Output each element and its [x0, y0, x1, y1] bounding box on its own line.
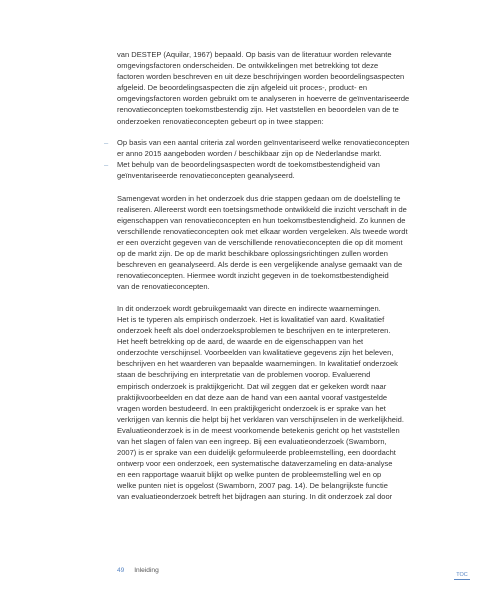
text-line: ontwerp voor een onderzoek, een systematische dataverzameling en data-analyse: [117, 459, 393, 469]
text-line: Het heeft betrekking op de aard, de waarde en de eigenschappen van het: [117, 337, 364, 347]
text-line: omgevingsfactoren worden gebruikt om te analyseren in hoeverre de geïnventariseerde: [117, 94, 410, 104]
summary-paragraph: [117, 193, 447, 293]
text-line: verschillende renovatieconcepten ook met elkaar worden vergeleken. Als tweede wordt: [117, 226, 408, 236]
text-line: beschreven en geanalyseerd. Als derde is een vergelijkende analyse gemaakt van de: [117, 260, 403, 270]
text-line: renovatieconcepten toekomstbestendig zijn. Het vaststellen en beoordelen van de te: [117, 105, 399, 115]
text-line: Evaluatieonderzoek is in de meest voorkomende betekenis gericht op het vaststellen: [117, 425, 400, 435]
bullet-item: [104, 137, 447, 159]
text-line: afgeleid. De beoordelingsaspecten die zijn afgeleid uit proces-, product- en: [117, 83, 368, 93]
text-line: van het slagen of falen van een ingreep. Bij een evaluatieonderzoek (Swamborn,: [117, 437, 387, 446]
text-line: Op basis van een aantal criteria zal worden geïnventariseerd welke renovatieconcepten: [117, 138, 410, 148]
text-line: beschrijven en het waarderen van bepaalde waarnemingen. In kwalitatief onderzoek: [117, 359, 398, 369]
page-footer: [117, 567, 159, 575]
toc-link[interactable]: TOC: [454, 572, 470, 580]
text-line: empirisch onderzoek is praktijkgericht. Dat wil zeggen dat er gekeken wordt naar: [117, 381, 387, 391]
bullet-list: [104, 137, 447, 181]
body-text: [104, 49, 447, 513]
section-title: Inleiding: [134, 567, 159, 574]
research-paragraph: [117, 303, 447, 503]
text-line: welke punten niet is opgelost (Swamborn, 2007 pag. 14). De belangrijkste functie: [117, 481, 388, 491]
bullet-item: [104, 159, 447, 181]
intro-paragraph: [117, 49, 447, 127]
text-line: staan de beschrijving en interpretatie van de problemen voorop. Evaluerend: [117, 370, 371, 380]
text-line: onderzoek heeft als doel onderzoeksproblemen te beschrijven en te interpreteren.: [117, 326, 391, 336]
page-number: 49: [117, 567, 125, 574]
text-line: praktijkvoorbeelden en dat deze aan de hand van een aantal vooraf vastgestelde: [117, 392, 388, 402]
dash-bullet-icon: –: [104, 138, 109, 148]
text-line: Het is te typeren als empirisch onderzoek. Het is kwalitatief van aard. Kwalitatief: [117, 314, 385, 324]
text-line: van DESTEP (Aquilar, 1967) bepaald. Op basis van de literatuur worden relevante: [117, 50, 392, 59]
text-line: van de renovatieconcepten.: [117, 282, 210, 292]
text-line: Samengevat worden in het onderzoek dus drie stappen gedaan om de doelstelling te: [117, 193, 401, 203]
text-line: er een overzicht gegeven van de verschillende renovatieconcepten die op dit moment: [117, 237, 403, 247]
text-line: er anno 2015 aangeboden worden / beschikbaar zijn op de Nederlandse markt.: [117, 149, 382, 159]
text-line: realiseren. Allereerst wordt een toetsingsmethode ontwikkeld die inzicht verschaft in de: [117, 204, 407, 214]
text-line: geïnventariseerde renovatieconcepten geanalyseerd.: [117, 171, 295, 181]
text-line: onderzoeken renovatieconcepten gebeurt op in twee stappen:: [117, 116, 324, 126]
text-line: op de markt zijn. De op de markt beschikbare oplossingsrichtingen zullen worden: [117, 249, 388, 258]
text-line: 2007) is er sprake van een duidelijk geformuleerde probleemstelling, een doordacht: [117, 448, 396, 458]
text-line: factoren worden beschreven en uit deze beschrijvingen worden beoordelingsaspecten: [117, 72, 405, 82]
text-line: en een rapportage waaruit blijkt op welke punten de probleemstelling wel en op: [117, 470, 382, 480]
text-line: van evaluatieonderzoek betreft het bijdragen aan sturing. In dit onderzoek zal door: [117, 492, 393, 502]
text-line: renovatieconcepten. Hiermee wordt inzicht gegeven in de toekomstbestendigheid: [117, 271, 389, 281]
text-line: Met behulp van de beoordelingsaspecten wordt de toekomstbestendigheid van: [117, 160, 380, 170]
dash-bullet-icon: –: [104, 160, 109, 170]
text-line: onderzochte verschijnsel. Voorbeelden van kwalitatieve gegevens zijn het beleven,: [117, 348, 394, 358]
text-line: In dit onderzoek wordt gebruikgemaakt van directe en indirecte waarnemingen.: [117, 303, 381, 313]
text-line: vragen worden bestudeerd. In een praktijkgericht onderzoek is er sprake van het: [117, 403, 386, 413]
text-line: eigenschappen van renovatieconcepten en hun toekomstbestendigheid. Zo kunnen de: [117, 215, 406, 225]
text-line: verkrijgen van kennis die helpt bij het verklaren van verschijnselen in de werkelijkheid.: [117, 414, 404, 424]
text-line: omgevingsfactoren onderscheiden. De ontwikkelingen met betrekking tot deze: [117, 61, 379, 71]
